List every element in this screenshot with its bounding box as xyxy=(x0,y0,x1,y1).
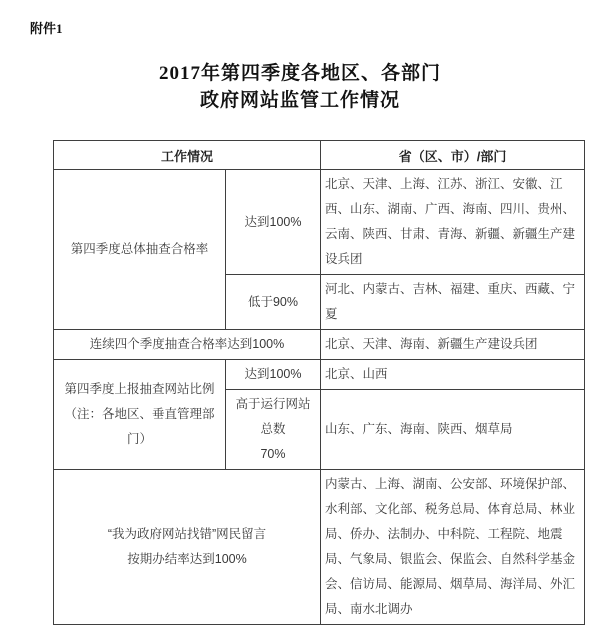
four-quarters-pass-label: 连续四个季度抽查合格率达到100% xyxy=(54,330,321,360)
table-row xyxy=(54,470,585,625)
overall-reach-100-condition: 达到100% xyxy=(226,170,321,275)
error-correction-label-line1: “我为政府网站找错”网民留言 xyxy=(107,527,267,541)
header-work-status: 工作情况 xyxy=(54,141,321,170)
overall-below-90-regions: 河北、内蒙古、吉林、福建、重庆、西藏、宁夏 xyxy=(321,275,585,330)
report-ratio-label: 第四季度上报抽查网站比例（注：各地区、垂直管理部门） xyxy=(54,360,226,470)
overall-reach-100-regions: 北京、天津、上海、江苏、浙江、安徽、江西、山东、湖南、广西、海南、四川、贵州、云南、陕西、甘肃、青海、新疆、新疆生产建设兵团 xyxy=(321,170,585,275)
monitoring-table xyxy=(53,140,585,625)
overall-pass-rate-label: 第四季度总体抽查合格率 xyxy=(54,170,226,330)
report-above-70-condition-line1: 高于运行网站总数 xyxy=(235,397,311,436)
error-correction-label xyxy=(54,470,321,625)
error-correction-label-line2: 按期办结率达到100% xyxy=(127,552,247,566)
page-title-line2: 政府网站监管工作情况 xyxy=(199,90,400,111)
table-row xyxy=(54,360,585,390)
table-row xyxy=(54,170,585,275)
four-quarters-pass-regions: 北京、天津、海南、新疆生产建设兵团 xyxy=(321,330,585,360)
report-above-70-regions: 山东、广东、海南、陕西、烟草局 xyxy=(321,390,585,470)
report-above-70-condition xyxy=(226,390,321,470)
error-correction-regions: 内蒙古、上海、湖南、公安部、环境保护部、水利部、文化部、税务总局、体育总局、林业局、侨办、法制办、中科院、工程院、地震局、气象局、银监会、保监会、自然科学基金会、信访局、能源局、烟草局、海洋局、外汇局、南水北调办 xyxy=(321,470,585,625)
attachment-label: 附件1 xyxy=(30,21,63,36)
report-above-70-condition-line2: 70% xyxy=(260,447,286,461)
page-title xyxy=(0,60,600,114)
table-row xyxy=(54,330,585,360)
report-reach-100-regions: 北京、山西 xyxy=(321,360,585,390)
table-header-row xyxy=(54,141,585,170)
page-title-line1: 2017年第四季度各地区、各部门 xyxy=(158,63,441,84)
overall-below-90-condition: 低于90% xyxy=(226,275,321,330)
header-region-department: 省（区、市）/部门 xyxy=(321,141,585,170)
report-reach-100-condition: 达到100% xyxy=(226,360,321,390)
